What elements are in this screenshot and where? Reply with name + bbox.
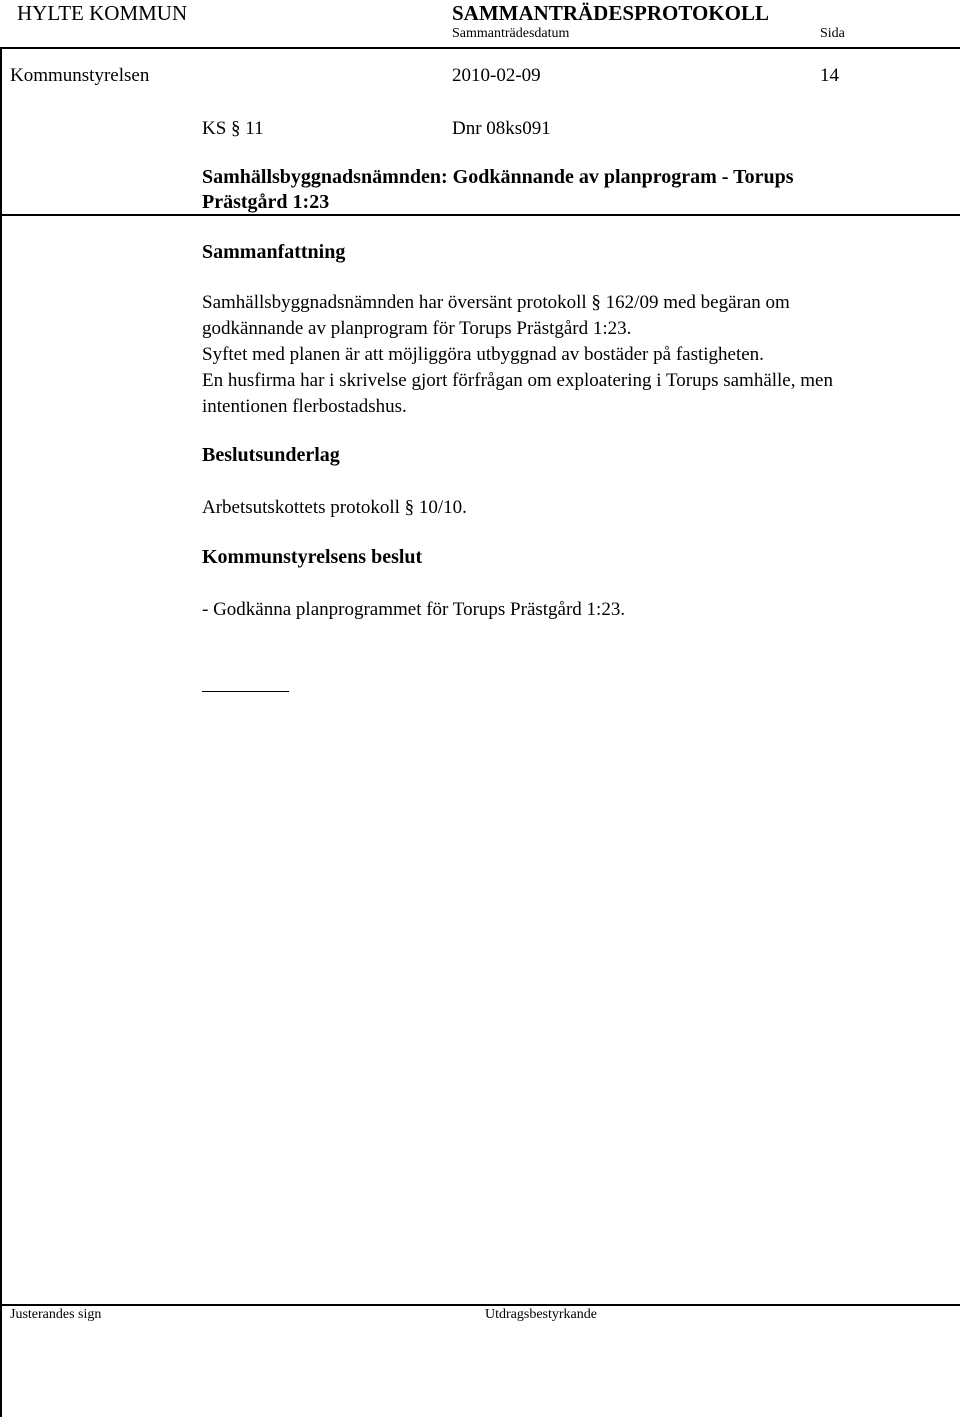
basis-heading: Beslutsunderlag (202, 444, 340, 466)
footer-divider (0, 1304, 960, 1306)
decision-text: - Godkänna planprogrammet för Torups Prästgård 1:23. (202, 599, 626, 620)
end-rule (202, 691, 289, 692)
summary-heading: Sammanfattning (202, 241, 346, 263)
meeting-body: Kommunstyrelsen (10, 65, 150, 86)
document-type: SAMMANTRÄDESPROTOKOLL (452, 1, 769, 25)
case-title-line: Samhällsbyggnadsnämnden: Godkännande av planprogram - Torups (202, 166, 794, 188)
meeting-date: 2010-02-09 (452, 65, 541, 86)
case-dnr: Dnr 08ks091 (452, 118, 551, 139)
summary-line: godkännande av planprogram för Torups Prästgård 1:23. (202, 318, 632, 339)
summary-line: En husfirma har i skrivelse gjort förfrågan om exploatering i Torups samhälle, men (202, 370, 833, 391)
certification-label: Utdragsbestyrkande (485, 1307, 597, 1322)
left-border-main (0, 214, 2, 1308)
header-divider (0, 47, 960, 49)
summary-line: Syftet med planen är att möjliggöra utbyggnad av bostäder på fastigheten. (202, 344, 764, 365)
signature-label: Justerandes sign (10, 1307, 102, 1322)
meeting-date-label: Sammanträdesdatum (452, 26, 570, 41)
case-title (202, 165, 947, 215)
basis-text: Arbetsutskottets protokoll § 10/10. (202, 497, 467, 518)
summary-line: intentionen flerbostadshus. (202, 396, 407, 417)
page-label: Sida (820, 26, 845, 41)
case-number: KS § 11 (202, 118, 264, 139)
decision-heading: Kommunstyrelsens beslut (202, 546, 423, 568)
organization-name: HYLTE KOMMUN (17, 1, 188, 25)
case-title-line: Prästgård 1:23 (202, 191, 330, 213)
summary-line: Samhällsbyggnadsnämnden har översänt protokoll § 162/09 med begäran om (202, 292, 790, 313)
summary-text (202, 290, 947, 420)
left-border-footer (0, 1304, 2, 1417)
left-border-top (0, 47, 2, 215)
page-number: 14 (820, 65, 839, 86)
